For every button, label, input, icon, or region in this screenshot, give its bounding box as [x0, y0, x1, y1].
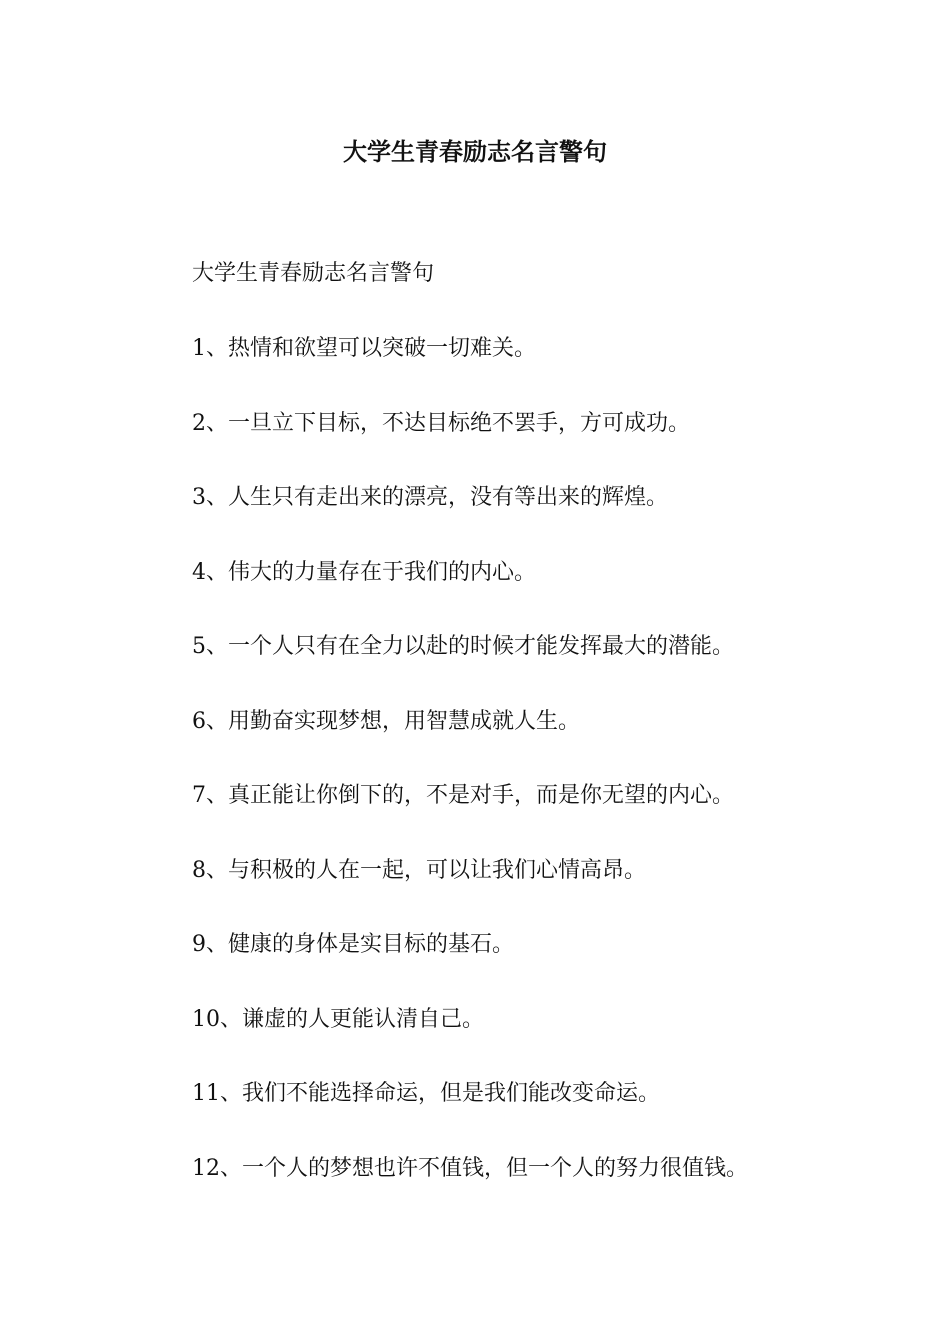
quote-item: 1、热情和欲望可以突破一切难关。 [192, 336, 536, 361]
quote-item: 2、一旦立下目标，不达目标绝不罢手，方可成功。 [192, 410, 690, 436]
quote-item: 6、用勤奋实现梦想，用智慧成就人生。 [192, 708, 580, 734]
quote-list [192, 334, 748, 1228]
quote-item: 5、一个人只有在全力以赴的时候才能发挥最大的潜能。 [192, 634, 734, 659]
document-subtitle: 大学生青春励志名言警句 [192, 261, 435, 286]
quote-item: 3、人生只有走出来的漂亮，没有等出来的辉煌。 [192, 485, 668, 510]
quote-item: 10、谦虚的人更能认清自己。 [192, 1006, 484, 1032]
quote-item: 9、健康的身体是实目标的基石。 [192, 932, 514, 957]
quote-item: 11、我们不能选择命运，但是我们能改变命运。 [192, 1081, 660, 1106]
quote-item: 7、真正能让你倒下的，不是对手，而是你无望的内心。 [192, 783, 734, 808]
quote-item: 4、伟大的力量存在于我们的内心。 [192, 559, 536, 585]
document-title: 大学生青春励志名言警句 [343, 137, 607, 166]
quote-item: 12、一个人的梦想也许不值钱，但一个人的努力很值钱。 [192, 1155, 748, 1181]
quote-item: 8、与积极的人在一起，可以让我们心情高昂。 [192, 857, 646, 883]
